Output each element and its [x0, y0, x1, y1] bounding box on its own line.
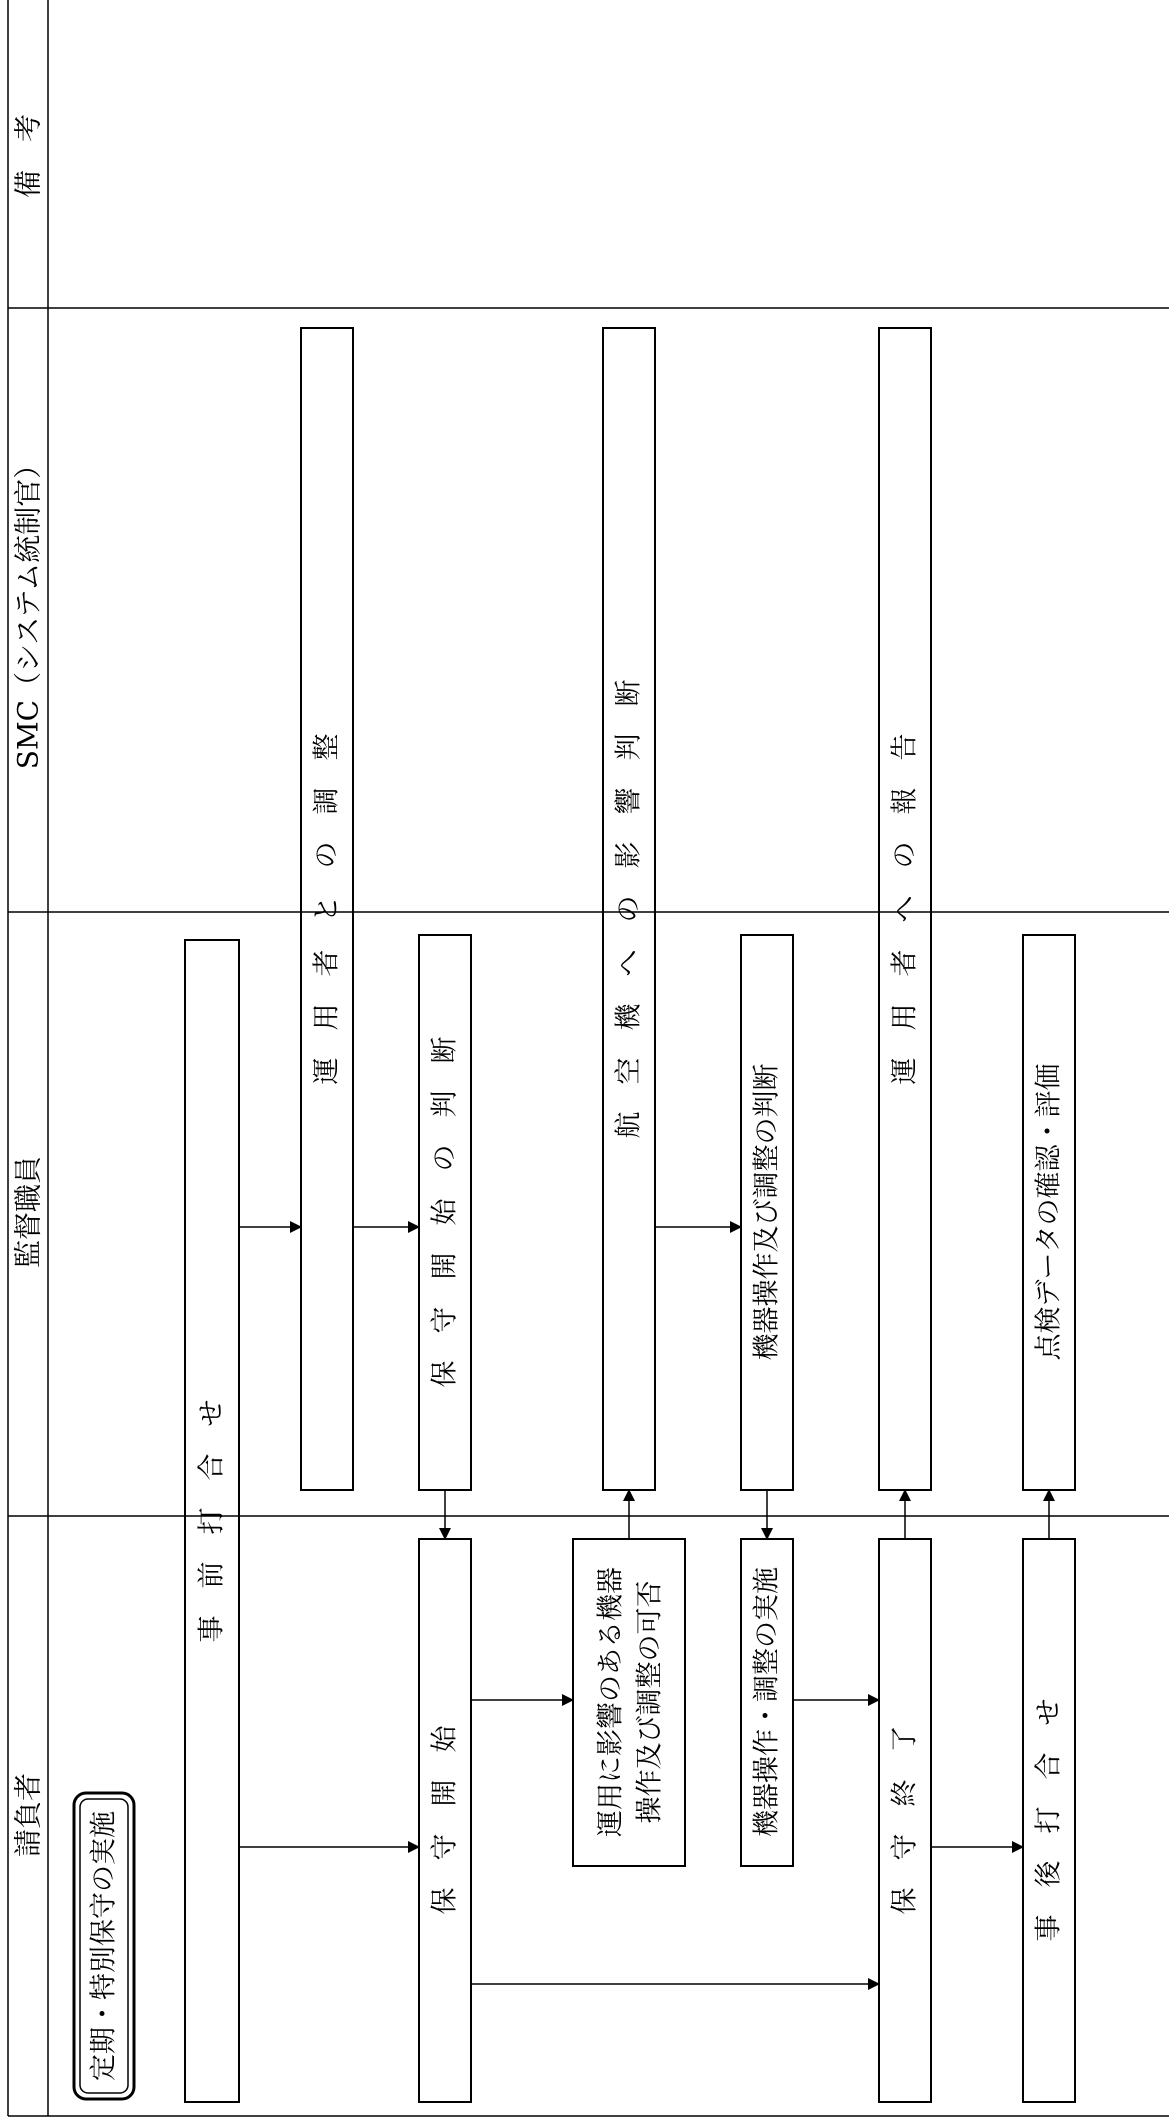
maintenance-end-label: 保 守 終 了 — [889, 1725, 921, 1915]
lane-title-supervisor: 監督職員 — [11, 1155, 45, 1269]
maintenance-start-judgment-label: 保 守 開 始 の 判 断 — [429, 1036, 461, 1388]
aircraft-impact-judgment-box — [603, 328, 655, 1490]
equipment-operation-box — [741, 1539, 793, 1866]
equipment-operation-judgment-label: 機器操作及び調整の判断 — [751, 1063, 783, 1361]
lane-title-remarks: 備 考 — [11, 113, 45, 199]
start-label: 定期・特別保守の実施 — [88, 1811, 120, 2081]
equipment-operation-label: 機器操作・調整の実施 — [751, 1567, 783, 1837]
lane-title-smc: SMC（システム統制官） — [11, 450, 45, 770]
start-box — [74, 1793, 134, 2099]
coordination-box — [301, 328, 353, 1490]
pre-meeting-box — [185, 940, 239, 2102]
post-meeting-label: 事 後 打 合 せ — [1033, 1698, 1065, 1942]
report-to-operator-label: 運 用 者 へ の 報 告 — [889, 733, 921, 1085]
data-check-label: 点検データの確認・評価 — [1033, 1063, 1065, 1361]
impact-equipment-box — [573, 1539, 685, 1866]
equipment-operation-judgment-box — [741, 935, 793, 1490]
lane-grid — [8, 0, 1169, 2116]
maintenance-start-judgment-box — [419, 935, 471, 1490]
report-to-operator-box — [879, 328, 931, 1490]
pre-meeting-label: 事 前 打 合 せ — [196, 1399, 228, 1643]
impact-equipment-label-line2: 操作及び調整の可否 — [634, 1580, 666, 1824]
maintenance-end-box — [879, 1539, 931, 2102]
maintenance-start-label: 保 守 開 始 — [429, 1725, 461, 1915]
lane-title-contractor: 請負者 — [11, 1772, 45, 1858]
data-check-box — [1023, 935, 1075, 1490]
maintenance-start-box — [419, 1539, 471, 2102]
aircraft-impact-judgment-label: 航 空 機 へ の 影 響 判 断 — [613, 679, 645, 1139]
post-meeting-box — [1023, 1539, 1075, 2102]
impact-equipment-label-line1: 運用に影響のある機器 — [595, 1567, 627, 1837]
coordination-label: 運 用 者 と の 調 整 — [311, 733, 343, 1085]
